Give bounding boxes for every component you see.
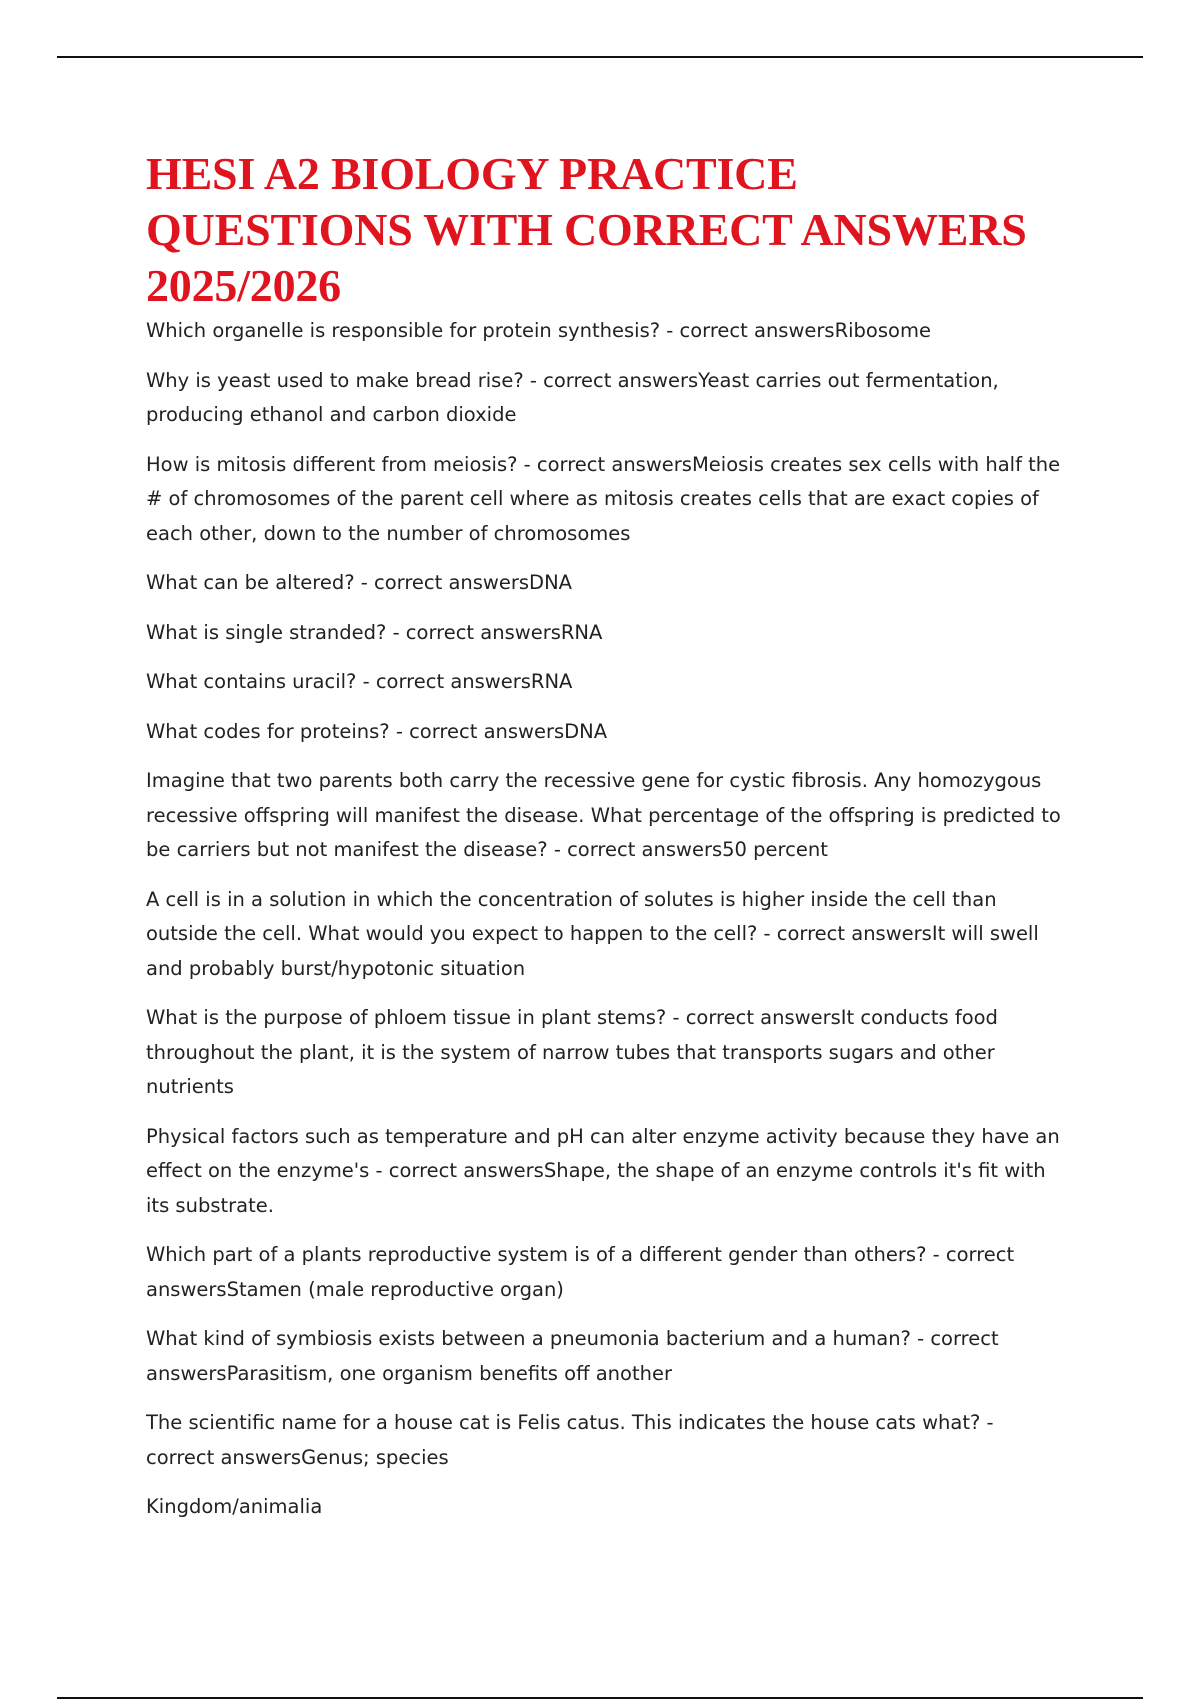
qa-entry: What kind of symbiosis exists between a pneumonia bacterium and a human? - correct answersParasitism, one organism benefits off another — [146, 1327, 999, 1385]
qa-entry: What can be altered? - correct answersDNA — [146, 571, 573, 594]
document-body — [146, 146, 1066, 1540]
document-title: HESI A2 BIOLOGY PRACTICE QUESTIONS WITH CORRECT ANSWERS 2025/2026 — [146, 148, 1027, 311]
qa-entry: Which organelle is responsible for protein synthesis? - correct answersRibosome — [146, 319, 931, 342]
qa-entry: Physical factors such as temperature and pH can alter enzyme activity because they have an effect on the enzyme's - correct answersShape, the shape of an enzyme controls it's fit with its substrate. — [146, 1124, 1060, 1217]
qa-entry: Kingdom/animalia — [146, 1495, 323, 1518]
qa-entry: How is mitosis different from meiosis? - correct answersMeiosis creates sex cells with half the # of chromosomes of the parent cell where as mitosis creates cells that are exact copies of each other, down to the number of chromosomes — [146, 452, 1061, 545]
qa-entry: What contains uracil? - correct answersRNA — [146, 670, 573, 693]
qa-entry: Imagine that two parents both carry the recessive gene for cystic fibrosis. Any homozygous recessive offspring will manifest the disease. What percentage of the offspring is predicted to be carriers but not manifest the disease? - correct answers50 percent — [146, 769, 1061, 861]
qa-entry: Which part of a plants reproductive system is of a different gender than others? - correct answersStamen (male reproductive organ) — [146, 1243, 1015, 1301]
top-divider — [57, 56, 1143, 58]
bottom-divider — [57, 1697, 1143, 1699]
qa-entry: What codes for proteins? - correct answersDNA — [146, 719, 608, 743]
qa-entry: What is single stranded? - correct answersRNA — [146, 620, 603, 644]
qa-list — [146, 314, 1066, 1525]
qa-entry: A cell is in a solution in which the concentration of solutes is higher inside the cell than outside the cell. What would you expect to happen to the cell? - correct answersIt will swell and probably burst/hypotonic situation — [146, 887, 1039, 980]
qa-entry: The scientific name for a house cat is Felis catus. This indicates the house cats what? - correct answersGenus; species — [146, 1411, 994, 1469]
qa-entry: What is the purpose of phloem tissue in plant stems? - correct answersIt conducts food throughout the plant, it is the system of narrow tubes that transports sugars and other nutrients — [146, 1006, 998, 1098]
qa-entry: Why is yeast used to make bread rise? - correct answersYeast carries out fermentation, producing ethanol and carbon dioxide — [146, 368, 999, 426]
